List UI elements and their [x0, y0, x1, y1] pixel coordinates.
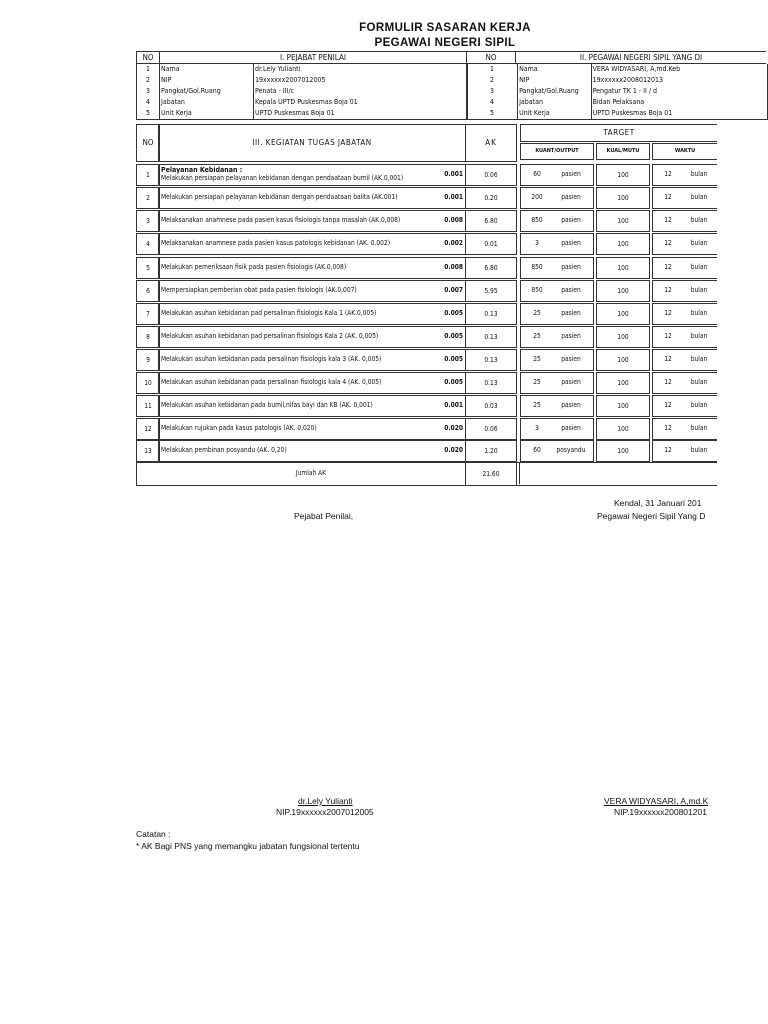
identity-value: Kepala UPTD Puskesmas Boja 01 — [254, 97, 468, 108]
activity-waktu-unit: bulan — [690, 263, 708, 271]
kuant-header: KUANT/OUTPUT — [520, 143, 594, 160]
activity-qty-unit: pasien — [561, 401, 581, 409]
pegawai-row — [467, 75, 768, 86]
activity-no: 11 — [136, 395, 160, 417]
activity-qty: 850 — [531, 263, 543, 271]
pegawai-signature-name: VERA WIDYASARI, A,md.K — [604, 796, 709, 806]
activity-mutu: 100 — [596, 372, 650, 394]
activity-no: 4 — [136, 233, 160, 255]
activity-waktu: 12 — [664, 193, 672, 201]
pegawai-title: Pegawai Negeri Sipil Yang D — [597, 511, 706, 521]
activity-no: 5 — [136, 257, 160, 279]
penilai-row — [137, 108, 468, 120]
catatan-label: Catatan : — [136, 829, 171, 839]
activity-qty-unit: pasien — [561, 424, 581, 432]
form-subtitle: PEGAWAI NEGERI SIPIL — [374, 37, 516, 49]
identity-label: Jabatan — [518, 97, 592, 108]
activity-ak-total: 0.13 — [465, 372, 517, 394]
kual-header: KUAL/MUTU — [596, 143, 650, 160]
activity-ak-value: 0.008 — [444, 263, 463, 271]
identity-no: 5 — [467, 108, 518, 120]
activity-qty: 60 — [533, 170, 541, 178]
activity-ak-total: 6.80 — [465, 257, 517, 279]
activity-qty: 25 — [533, 332, 541, 340]
activity-ak-value: 0.001 — [444, 401, 463, 409]
activity-ak-value: 0.005 — [444, 309, 463, 317]
identity-no: 3 — [137, 86, 160, 97]
waktu-header: WAKTU — [652, 143, 717, 160]
activity-kegiatan-header: III. KEGIATAN TUGAS JABATAN — [158, 124, 466, 162]
identity-label: Unit Kerja — [518, 108, 592, 120]
activity-waktu: 12 — [664, 263, 672, 271]
activity-ak-total: 0.13 — [465, 349, 517, 371]
activity-ak-total: 0.01 — [465, 233, 517, 255]
activity-qty: 850 — [531, 216, 543, 224]
identity-label: Unit Kerja — [160, 108, 254, 120]
activity-mutu: 100 — [596, 257, 650, 279]
activity-mutu: 100 — [596, 187, 650, 209]
activity-ak-header: AK — [465, 124, 517, 162]
activity-waktu: 12 — [664, 286, 672, 294]
pegawai-row — [467, 108, 768, 120]
activity-mutu: 100 — [596, 280, 650, 302]
activity-desc: Melakukan asuhan kebidanan pada persalinan fisiologis kala 4 (AK. 0,005) — [161, 378, 382, 386]
activity-qty-unit: pasien — [561, 286, 581, 294]
identity-no: 2 — [467, 75, 518, 86]
activity-no-header: NO — [136, 124, 160, 162]
pegawai-signature-nip: NIP.19xxxxxx200801201 — [614, 807, 707, 817]
identity-value: Pengatur TK 1 - II / d — [591, 86, 767, 97]
identity-no: 4 — [137, 97, 160, 108]
activity-waktu-unit: bulan — [690, 355, 708, 363]
no-header-2: NO — [467, 52, 516, 64]
activity-waktu: 12 — [664, 170, 672, 178]
activity-waktu-unit: bulan — [690, 193, 708, 201]
activity-desc: Melakukan persiapan pelayanan kebidanan dengan pendaataan bumil (AK.0,001) — [161, 174, 404, 182]
activity-mutu: 100 — [596, 233, 650, 255]
activity-desc: Melakukan rujukan pada kasus patologis (AK. 0,020) — [161, 424, 317, 432]
pegawai-row — [467, 64, 768, 75]
activity-waktu: 12 — [664, 446, 672, 454]
identity-value: VERA WIDYASARI, A,md.Keb — [591, 64, 767, 75]
activity-qty-unit: pasien — [561, 216, 581, 224]
activity-no: 9 — [136, 349, 160, 371]
activity-waktu-unit: bulan — [690, 309, 708, 317]
identity-no: 1 — [467, 64, 518, 75]
identity-label: Pangkat/Gol.Ruang — [518, 86, 592, 97]
activity-mutu: 100 — [596, 440, 650, 462]
activity-qty-unit: pasien — [561, 332, 581, 340]
identity-value: 19xxxxxx2008012013 — [591, 75, 767, 86]
activity-ak-value: 0.001 — [444, 170, 463, 178]
activity-qty-unit: pasien — [561, 378, 581, 386]
activity-group-label: Pelayanan Kebidanan : — [161, 166, 243, 174]
activity-waktu-unit: bulan — [690, 446, 708, 454]
activity-qty: 850 — [531, 286, 543, 294]
activity-desc: Melaksanakan anamnese pada pasien kasus fisiologis tanpa masalah (AK.0,008) — [161, 216, 401, 224]
activity-ak-value: 0.001 — [444, 193, 463, 201]
activity-waktu: 12 — [664, 332, 672, 340]
pegawai-dinilai-header: II. PEGAWAI NEGERI SIPIL YANG DI — [516, 52, 767, 64]
total-divider — [519, 462, 520, 484]
activity-desc: Melakukan pemeriksaan fisik pada pasien fisiologis (AK.0,008) — [161, 263, 347, 271]
activity-qty: 200 — [531, 193, 543, 201]
identity-no: 2 — [137, 75, 160, 86]
activity-ak-total: 0.20 — [465, 187, 517, 209]
activity-ak-total: 6.80 — [465, 210, 517, 232]
activity-desc: Melakukan asuhan kebidanan pad persalinan fisiologis Kala 2 (AK. 0,005) — [161, 332, 379, 340]
no-header: NO — [137, 52, 160, 64]
activity-waktu: 12 — [664, 401, 672, 409]
penilai-row — [137, 64, 468, 75]
pegawai-identity — [466, 64, 768, 120]
activity-desc: Melaksanakan anamnese pada pasien kasus patologis kebidanan (AK. 0.002) — [161, 239, 391, 247]
identity-no: 3 — [467, 86, 518, 97]
place-date: Kendal, 31 Januari 201 — [614, 498, 702, 508]
activity-qty: 3 — [535, 239, 539, 247]
activity-desc: Mempersiapkan pemberian obat pada pasien fisiologis (AK.0,007) — [161, 286, 357, 294]
activity-waktu: 12 — [664, 424, 672, 432]
activity-ak-value: 0.020 — [444, 446, 463, 454]
section-header-row — [136, 51, 766, 64]
activity-qty: 25 — [533, 355, 541, 363]
identity-label: Nama — [160, 64, 254, 75]
activity-ak-value: 0.005 — [444, 355, 463, 363]
pejabat-penilai-header: I. PEJABAT PENILAI — [160, 52, 467, 64]
catatan-note: * AK Bagi PNS yang memangku jabatan fungsional tertentu — [136, 841, 360, 851]
target-header: TARGET — [520, 124, 717, 142]
identity-value: UPTD Puskesmas Boja 01 — [591, 108, 767, 120]
activity-no: 12 — [136, 418, 160, 440]
identity-no: 5 — [137, 108, 160, 120]
activity-desc: Melakukan pembinan posyandu (AK. 0,20) — [161, 446, 287, 454]
activity-ak-value: 0.008 — [444, 216, 463, 224]
activity-mutu: 100 — [596, 395, 650, 417]
activity-ak-value: 0.005 — [444, 332, 463, 340]
activity-waktu-unit: bulan — [690, 286, 708, 294]
activity-ak-total: 0.13 — [465, 303, 517, 325]
activity-waktu-unit: bulan — [690, 216, 708, 224]
activity-no: 8 — [136, 326, 160, 348]
activity-ak-total: 5.95 — [465, 280, 517, 302]
activity-ak-total: 0.06 — [465, 418, 517, 440]
activity-desc: Melakukan asuhan kebidanan pada bumil,nifas bayi dan KB (AK. 0,001) — [161, 401, 373, 409]
activity-no: 1 — [136, 164, 160, 186]
activity-mutu: 100 — [596, 418, 650, 440]
activity-ak-total: 1.20 — [465, 440, 517, 462]
total-label: Jumlah AK — [295, 469, 327, 477]
activity-ak-value: 0.007 — [444, 286, 463, 294]
activity-qty-unit: pasien — [561, 193, 581, 201]
penilai-row — [137, 75, 468, 86]
identity-value: dr.Lely Yulianti — [254, 64, 468, 75]
activity-waktu: 12 — [664, 216, 672, 224]
activity-qty-unit: pasien — [561, 263, 581, 271]
activity-desc: Melakukan asuhan kebidanan pada persalinan fisiologis kala 3 (AK. 0,005) — [161, 355, 382, 363]
activity-qty: 25 — [533, 378, 541, 386]
identity-no: 4 — [467, 97, 518, 108]
total-value: 21.60 — [465, 462, 517, 486]
activity-no: 7 — [136, 303, 160, 325]
activity-waktu-unit: bulan — [690, 378, 708, 386]
activity-mutu: 100 — [596, 349, 650, 371]
penilai-title: Pejabat Penilai, — [294, 511, 354, 521]
identity-value: UPTD Puskesmas Boja 01 — [254, 108, 468, 120]
activity-mutu: 100 — [596, 326, 650, 348]
activity-qty-unit: pasien — [561, 309, 581, 317]
penilai-row — [137, 86, 468, 97]
activity-qty: 3 — [535, 424, 539, 432]
activity-no: 10 — [136, 372, 160, 394]
activity-qty-unit: pasien — [561, 355, 581, 363]
identity-value: 19xxxxxx2007012005 — [254, 75, 468, 86]
activity-waktu: 12 — [664, 378, 672, 386]
activity-qty: 60 — [533, 446, 541, 454]
identity-label: NIP — [160, 75, 254, 86]
activity-no: 3 — [136, 210, 160, 232]
activity-waktu-unit: bulan — [690, 332, 708, 340]
activity-waktu-unit: bulan — [690, 424, 708, 432]
activity-ak-total: 0.03 — [465, 395, 517, 417]
pegawai-row — [467, 97, 768, 108]
activity-qty: 25 — [533, 309, 541, 317]
activity-ak-value: 0.002 — [444, 239, 463, 247]
activity-ak-total: 0.06 — [465, 164, 517, 186]
identity-no: 1 — [137, 64, 160, 75]
activity-desc: Melakukan asuhan kebidanan pad persalinan fisiologis Kala 1 (AK.0,005) — [161, 309, 377, 317]
activity-no: 2 — [136, 187, 160, 209]
penilai-row — [137, 97, 468, 108]
activity-ak-value: 0.020 — [444, 424, 463, 432]
identity-label: Nama — [518, 64, 592, 75]
activity-qty-unit: pasien — [561, 239, 581, 247]
activity-waktu-unit: bulan — [690, 170, 708, 178]
identity-value: Bidan Pelaksana — [591, 97, 767, 108]
identity-label: Pangkat/Gol.Ruang — [160, 86, 254, 97]
activity-qty-unit: pasien — [561, 170, 581, 178]
activity-qty-unit: posyandu — [556, 446, 586, 454]
activity-waktu: 12 — [664, 239, 672, 247]
activity-ak-value: 0.005 — [444, 378, 463, 386]
activity-qty: 25 — [533, 401, 541, 409]
penilai-signature-nip: NIP.19xxxxxx2007012005 — [276, 807, 374, 817]
activity-mutu: 100 — [596, 303, 650, 325]
activity-mutu: 100 — [596, 164, 650, 186]
penilai-identity — [136, 64, 468, 120]
form-title: FORMULIR SASARAN KERJA — [359, 22, 531, 34]
identity-label: NIP — [518, 75, 592, 86]
activity-waktu: 12 — [664, 355, 672, 363]
identity-value: Penata - III/c — [254, 86, 468, 97]
identity-label: Jabatan — [160, 97, 254, 108]
activity-ak-total: 0.13 — [465, 326, 517, 348]
activity-no: 13 — [136, 440, 160, 462]
pegawai-row — [467, 86, 768, 97]
activity-mutu: 100 — [596, 210, 650, 232]
activity-desc: Melakukan persiapan pelayanan kebidanan dengan pendaataan balita (AK.001) — [161, 193, 398, 201]
activity-no: 6 — [136, 280, 160, 302]
activity-waktu-unit: bulan — [690, 401, 708, 409]
activity-waktu: 12 — [664, 309, 672, 317]
penilai-signature-name: dr.Lely Yulianti — [298, 796, 353, 806]
activity-waktu-unit: bulan — [690, 239, 708, 247]
